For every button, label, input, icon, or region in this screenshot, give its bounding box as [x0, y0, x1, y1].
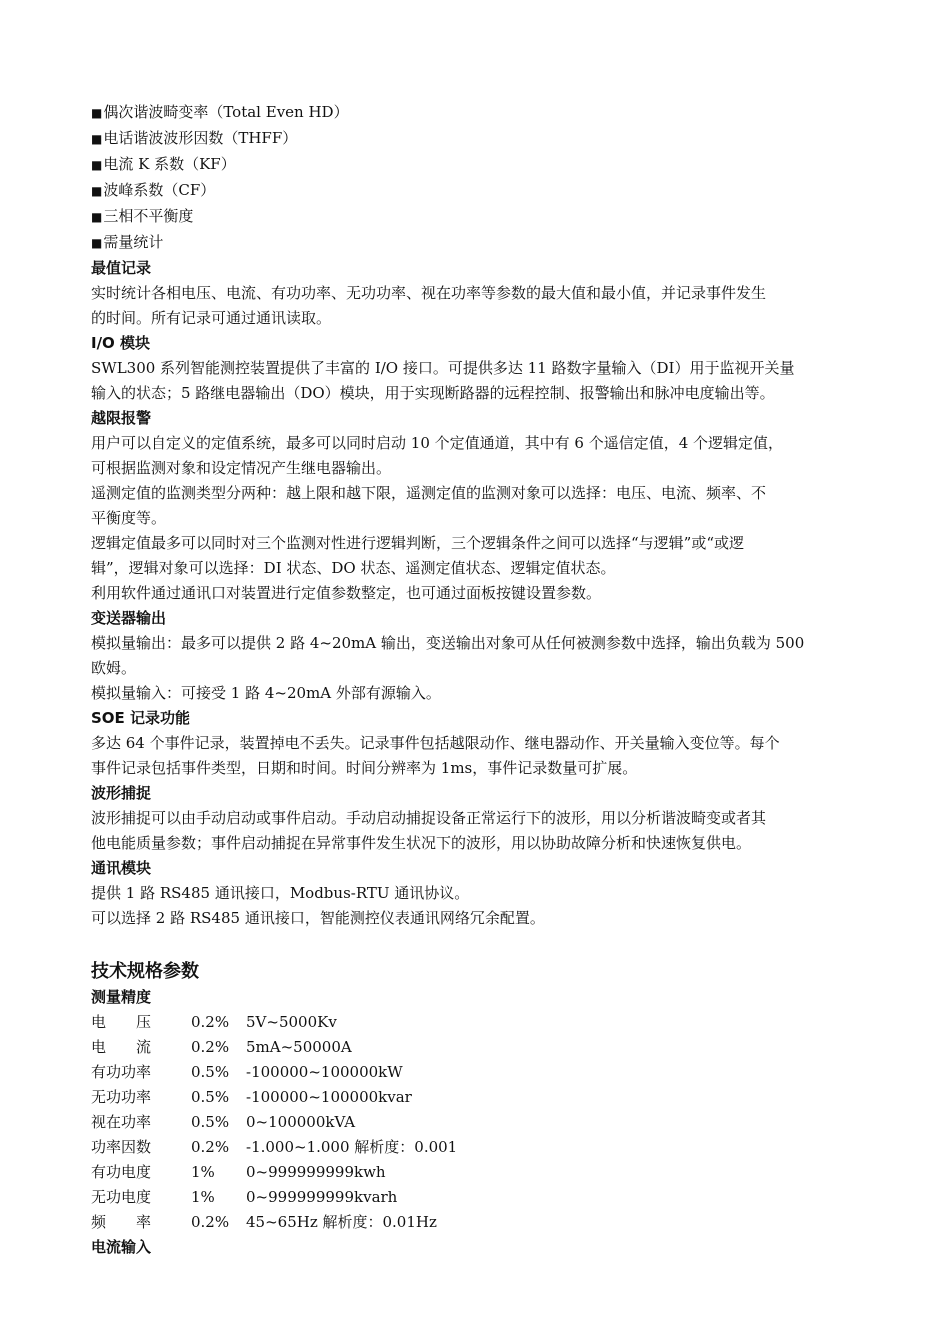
spec-row: 功率因数 0.2% -1.000~1.000 解析度：0.001 — [91, 1138, 458, 1156]
spec-row: 视在功率 0.5% 0~100000kVA — [91, 1113, 356, 1131]
square-bullet-icon: ■ — [91, 236, 103, 250]
paragraph-line: 模拟量输入：可接受 1 路 4~20mA 外部有源输入。 — [91, 684, 441, 702]
paragraph-line: 欧姆。 — [91, 659, 137, 677]
bullet-item: ■电流 K 系数（KF） — [91, 155, 236, 173]
paragraph-line: 用户可以自定义的定值系统，最多可以同时启动 10 个定值通道，其中有 6 个遥信定值，4 个逻辑定值， — [91, 434, 784, 452]
spec-row: 电 流 0.2% 5mA~50000A — [91, 1038, 352, 1056]
spec-row: 频 率 0.2% 45~65Hz 解析度：0.01Hz — [91, 1213, 437, 1231]
bullet-item: ■电话谐波波形因数（THFF） — [91, 129, 298, 147]
paragraph-line: 遥测定值的监测类型分两种：越上限和越下限，遥测定值的监测对象可以选择：电压、电流、频率、不 — [91, 484, 767, 502]
paragraph-line: 平衡度等。 — [91, 509, 167, 527]
paragraph-line: 可以选择 2 路 RS485 通讯接口，智能测控仪表通讯网络冗余配置。 — [91, 909, 545, 927]
spec-row: 无功功率 0.5% -100000~100000kvar — [91, 1088, 412, 1106]
paragraph-line: SWL300 系列智能测控装置提供了丰富的 I/O 接口。可提供多达 11 路数字量输入（DI）用于监视开关量 — [91, 359, 795, 377]
heading-transmitter-output: 变送器输出 — [91, 609, 167, 627]
heading-current-input: 电流输入 — [91, 1238, 152, 1256]
bullet-list — [91, 100, 861, 256]
square-bullet-icon: ■ — [91, 158, 103, 172]
paragraph-line: 实时统计各相电压、电流、有功功率、无功功率、视在功率等参数的最大值和最小值，并记录事件发生 — [91, 284, 767, 302]
document-page — [91, 100, 861, 1260]
bullet-item: ■波峰系数（CF） — [91, 181, 216, 199]
spec-table — [91, 1010, 861, 1235]
paragraph-line: 多达 64 个事件记录，装置掉电不丢失。记录事件包括越限动作、继电器动作、开关量输入变位等。每个 — [91, 734, 780, 752]
heading-limit-alarm: 越限报警 — [91, 409, 152, 427]
bullet-item: ■偶次谐波畸变率（Total Even HD） — [91, 103, 349, 121]
paragraph-line: 逻辑定值最多可以同时对三个监测对性进行逻辑判断，三个逻辑条件之间可以选择“与逻辑”或“或逻 — [91, 534, 745, 552]
spec-row: 无功电度 1% 0~999999999kvarh — [91, 1188, 398, 1206]
paragraph-line: 利用软件通过通讯口对装置进行定值参数整定，也可通过面板按键设置参数。 — [91, 584, 602, 602]
heading-comm-module: 通讯模块 — [91, 859, 152, 877]
square-bullet-icon: ■ — [91, 184, 103, 198]
paragraph-line: 波形捕捉可以由手动启动或事件启动。手动启动捕捉设备正常运行下的波形，用以分析谐波畸变或者其 — [91, 809, 767, 827]
bullet-item: ■需量统计 — [91, 233, 164, 251]
bullet-item: ■三相不平衡度 — [91, 207, 194, 225]
paragraph-line: 可根据监测对象和设定情况产生继电器输出。 — [91, 459, 392, 477]
paragraph-line: 辑”，逻辑对象可以选择：DI 状态、DO 状态、遥测定值状态、逻辑定值状态。 — [91, 559, 616, 577]
paragraph-line: 事件记录包括事件类型，日期和时间。时间分辨率为 1ms，事件记录数量可扩展。 — [91, 759, 638, 777]
heading-soe-record: SOE 记录功能 — [91, 709, 191, 727]
heading-waveform-capture: 波形捕捉 — [91, 784, 152, 802]
paragraph-line: 提供 1 路 RS485 通讯接口，Modbus-RTU 通讯协议。 — [91, 884, 470, 902]
spec-row: 有功功率 0.5% -100000~100000kW — [91, 1063, 403, 1081]
square-bullet-icon: ■ — [91, 132, 103, 146]
paragraph-line: 的时间。所有记录可通过通讯读取。 — [91, 309, 332, 327]
spec-row: 电 压 0.2% 5V~5000Kv — [91, 1013, 337, 1031]
heading-io-module: I/O 模块 — [91, 334, 151, 352]
section-title-specs: 技术规格参数 — [91, 961, 199, 982]
spec-row: 有功电度 1% 0~999999999kwh — [91, 1163, 386, 1181]
heading-measurement-accuracy: 测量精度 — [91, 988, 152, 1006]
square-bullet-icon: ■ — [91, 106, 103, 120]
square-bullet-icon: ■ — [91, 210, 103, 224]
paragraph-line: 他电能质量参数；事件启动捕捉在异常事件发生状况下的波形，用以协助故障分析和快速恢复供电。 — [91, 834, 752, 852]
heading-extreme-record: 最值记录 — [91, 259, 152, 277]
paragraph-line: 输入的状态；5 路继电器输出（DO）模块，用于实现断路器的远程控制、报警输出和脉冲电度输出等。 — [91, 384, 775, 402]
paragraph-line: 模拟量输出：最多可以提供 2 路 4~20mA 输出，变送输出对象可从任何被测参数中选择，输出负载为 500 — [91, 634, 805, 652]
